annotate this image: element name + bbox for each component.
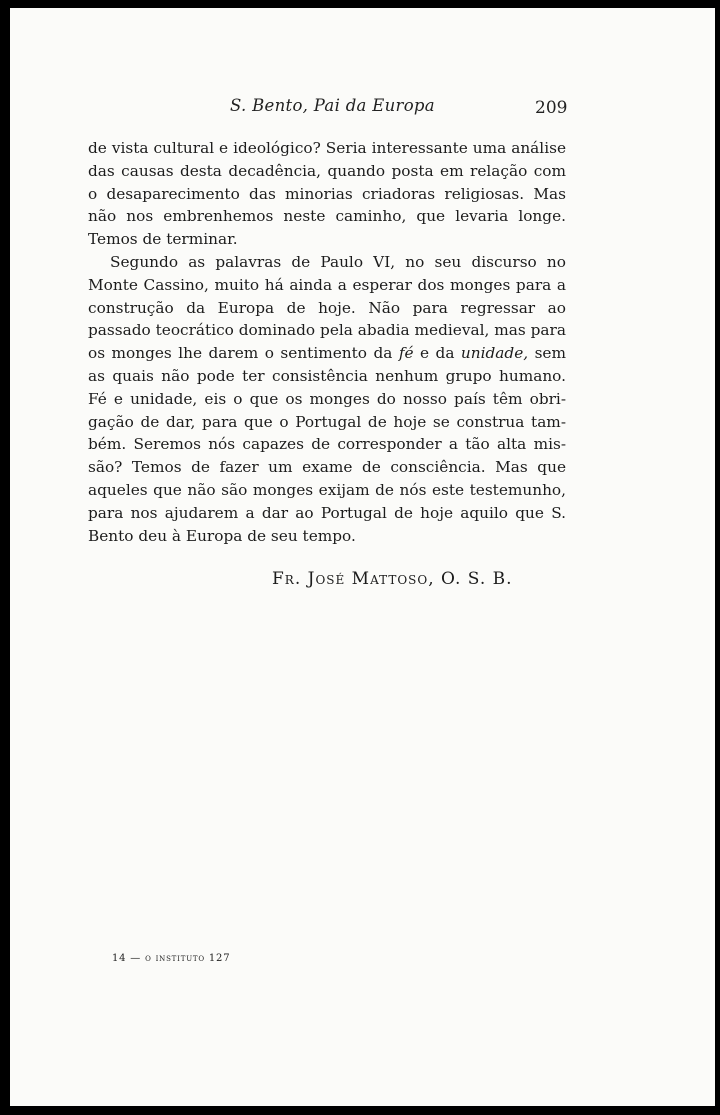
paragraph-2-text-b: e da: [413, 344, 461, 363]
emphasis-fe: fé: [398, 344, 414, 363]
paragraph-2-text-a: Segundo as palavras de Paulo VI, no seu discurso no Monte Cassino, muito há ainda a esperar dos monges para a construção da Europa de hoje. Não para regressar ao passado teocrático dominado pela abadia medieval, mas para os monges lhe darem o sentimento da: [88, 252, 566, 363]
page-number: 209: [535, 98, 568, 118]
body-text: [88, 137, 566, 547]
paragraph-2-text-c: sem as quais não pode ter consistência nenhum grupo humano. Fé e unidade, eis o que os monges do nosso país têm obrigação de dar, para que o Portugal de hoje se construa também. Seremos nós capazes de corresponder a tão alta missão? Temos de fazer um exame de consciência. Mas que aqueles que não são monges exijam de nós este testemunho, para nos ajudarem a dar ao Portugal de hoje aquilo que S. Bento deu à Europa de seu tempo.: [88, 344, 566, 545]
paragraph-2: [88, 251, 566, 547]
running-title: S. Bento, Pai da Europa: [230, 96, 435, 115]
paragraph-1: de vista cultural e ideológico? Seria interessante uma análise das causas desta decadência, quando posta em relação com o desaparecimento das minorias criadoras religiosas. Mas não nos embrenhemos neste caminho, que levaria longe. Temos de terminar.: [88, 139, 566, 249]
emphasis-unidade: unidade,: [460, 344, 529, 363]
author-signature: Fr. José Mattoso, O. S. B.: [272, 569, 513, 589]
printer-signature-mark: 14 — o instituto 127: [112, 953, 231, 964]
